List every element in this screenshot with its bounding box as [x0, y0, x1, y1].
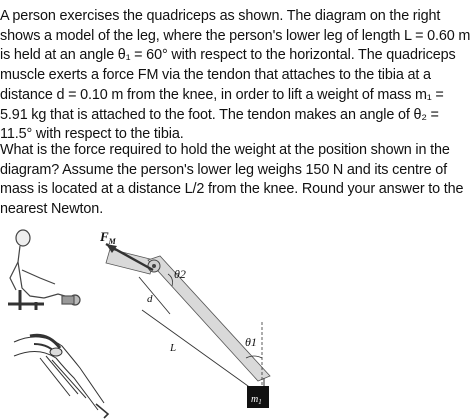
d-dimension-line [139, 277, 170, 314]
problem-question: What is the force required to hold the weight at the position shown in the diagram? Assume the person's lower leg weighs 150 N and its centre of mass is located at a distance L/2 from the knee. Round your answer to the nearest Newton. [0, 142, 464, 218]
figure-svg [0, 218, 474, 419]
theta1-label: θ1 [245, 335, 257, 349]
leg-anatomy-illustration [14, 335, 108, 418]
leg-model-figure [0, 218, 474, 419]
mass-label: $m_1$ [251, 394, 262, 406]
force-label: $F_M$ [100, 229, 116, 246]
thigh-bar [106, 249, 154, 274]
problem-paragraph-1: A person exercises the quadriceps as shown. The diagram on the right shows a model of the leg, where the person's lower leg of length L = 0.60 m is held at an angle θ₁ = 60° with respect to the horizontal. The quadriceps muscle exerts a force FM via the tendon that attaches to the tibia at a distance d = 0.10 m from the knee, in order to lift a weight of mass m₁ = 5.91 kg that is attached to the foot. The tendon makes an angle of θ₂ = 11.5° with respect to the tibia. [0, 8, 471, 143]
lower-leg-bar [148, 256, 270, 381]
person-exercise-illustration [8, 230, 80, 310]
knee-pivot [152, 264, 156, 268]
d-label: d [147, 293, 153, 305]
L-label: L [170, 342, 177, 354]
theta2-label: θ2 [174, 267, 186, 281]
